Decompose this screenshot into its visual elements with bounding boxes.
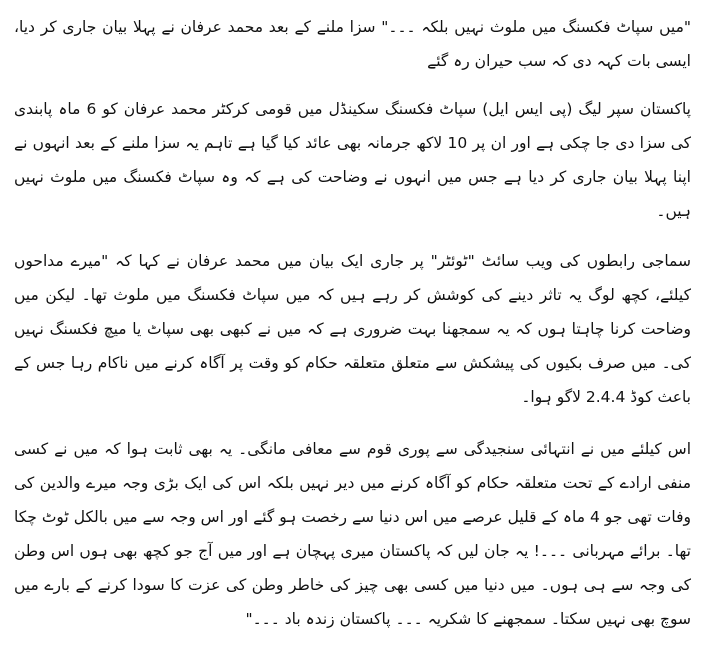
article-body [14,10,691,660]
paragraph-ban-details: پاکستان سپر لیگ (پی ایس ایل) سپاٹ فکسنگ سکینڈل میں قومی کرکٹر محمد عرفان کو 6 ماہ پابندی کی سزا دی جا چکی ہے اور ان پر 10 لاکھ جرمانہ بھی عائد کیا گیا ہے تاہم یہ سزا ملنے کے بعد انہوں نے اپنا پہلا بیان جاری کر دیا ہے جس میں انہوں نے وضاحت کی ہے کہ وہ سپاٹ فکسنگ میں ملوث نہیں ہیں۔ [14,100,691,220]
paragraph-twitter-statement: سماجی رابطوں کی ویب سائٹ "ٹوئٹر" پر جاری ایک بیان میں محمد عرفان نے کہا کہ "میرے مداحوں کیلئے، کچھ لوگ یہ تاثر دینے کی کوشش کر رہے ہیں کہ میں سپاٹ فکسنگ میں ملوث تھا۔ لیکن میں وضاحت کرنا چاہتا ہوں کہ یہ سمجھنا بہت ضروری ہے کہ میں نے کبھی بھی سپاٹ یا میچ فکسنگ نہیں کی۔ میں صرف بکیوں کی پیشکش سے متعلق متعلقہ حکام کو وقت پر آگاہ کرنے میں ناکام رہا جس کے باعث کوڈ 2.4.4 لاگو ہوا۔ [14,252,691,406]
paragraph-apology: اس کیلئے میں نے انتہائی سنجیدگی سے پوری قوم سے معافی مانگی۔ یہ بھی ثابت ہوا کہ میں نے کسی منفی ارادے کے تحت متعلقہ حکام کو آگاہ کرنے میں دیر نہیں بلکہ اس کی ایک بڑی وجہ میرے والدین کی وفات تھی جو 4 ماہ کے قلیل عرصے میں اس دنیا سے رخصت ہو گئے اور اس وجہ سے میں بالکل ٹوٹ چکا تھا۔ برائے مہربانی ۔۔۔! یہ جان لیں کہ پاکستان میری پہچان ہے اور میں آج جو کچھ بھی ہوں اس وطن کی وجہ سے ہی ہوں۔ میں دنیا میں کسی بھی چیز کی خاطر وطن کی عزت کا سودا کرنے کے بارے میں سوچ بھی نہیں سکتا۔ سمجھنے کا شکریہ ۔۔۔ پاکستان زندہ باد ۔۔۔" [14,440,691,628]
lead-paragraph: "میں سپاٹ فکسنگ میں ملوث نہیں بلکہ ۔۔۔" سزا ملنے کے بعد محمد عرفان نے پہلا بیان جاری کر دیا، ایسی بات کہہ دی کہ سب حیران رہ گئے [14,18,691,70]
